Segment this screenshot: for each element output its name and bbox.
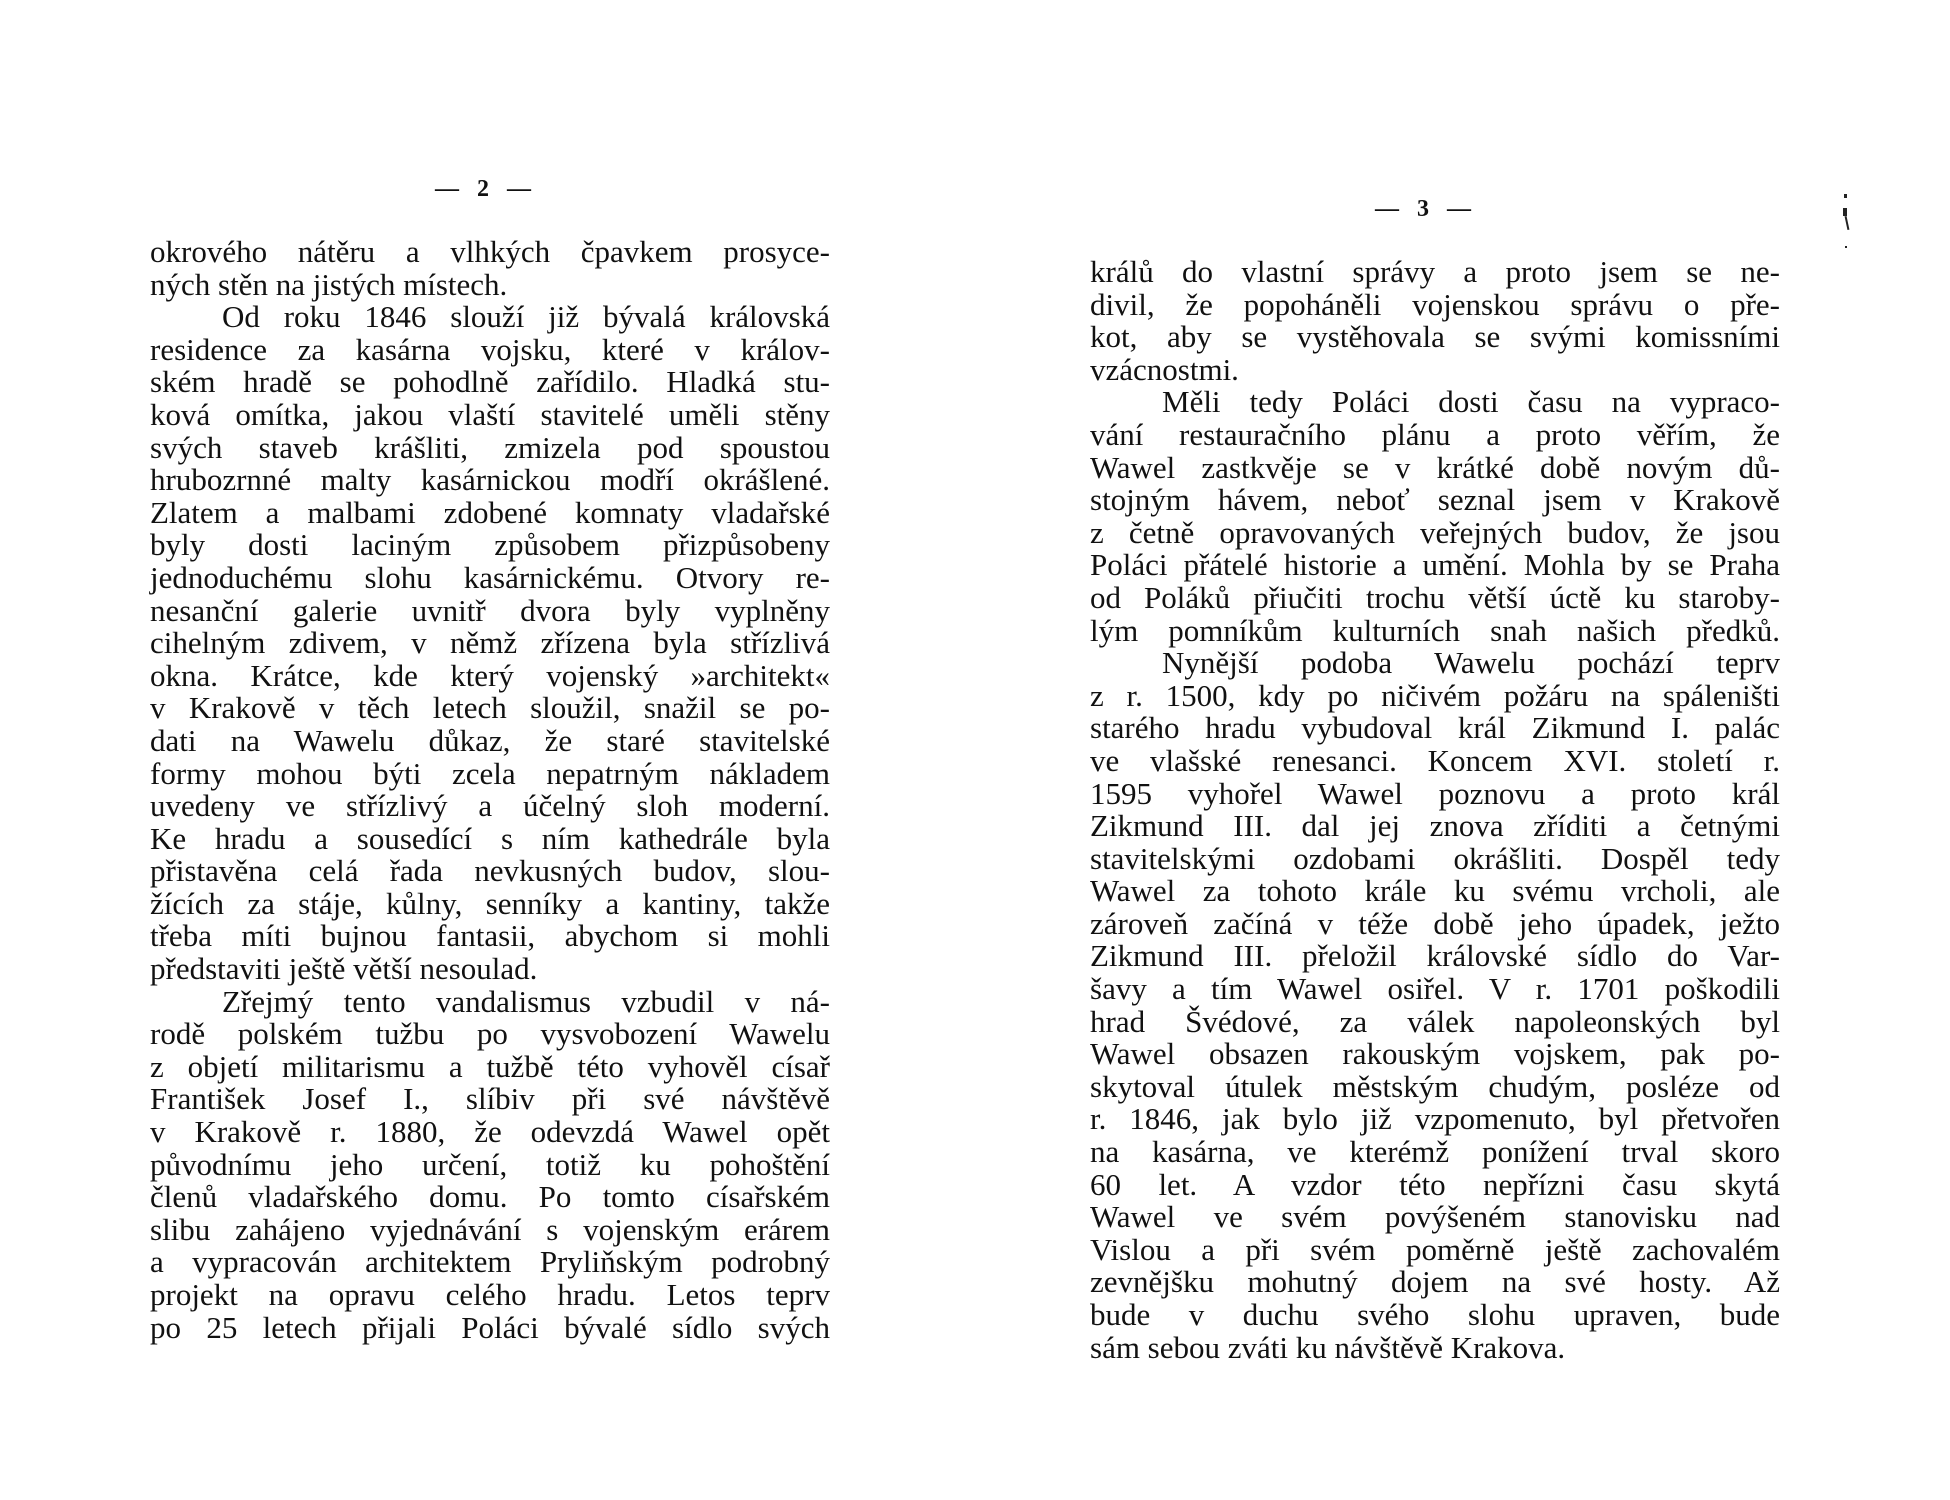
text-line: Vislou a při svém poměrně ještě zachovalém: [1090, 1231, 1780, 1267]
text-line: z četně opravovaných veřejných budov, že jsou: [1090, 514, 1780, 550]
text-line: hrad Švédové, za válek napoleonských byl: [1090, 1003, 1780, 1039]
text-line: vzácnostmi.: [1090, 351, 1239, 387]
scan-speck: [1844, 194, 1847, 198]
text-line: sám sebou zváti ku návštěvě Krakova.: [1090, 1329, 1566, 1365]
text-line: Měli tedy Poláci dosti času na vypraco-: [1162, 384, 1780, 420]
text-line: Wawel zastkvěje se v krátké době novým dů-: [1090, 449, 1780, 485]
left-page-text: [150, 236, 830, 1344]
margin-scan-marks: [1838, 168, 1852, 258]
text-line: v Krakově r. 1880, že odevzdá Wawel opět: [150, 1114, 830, 1150]
text-line: Wawel ve svém povýšeném stanovisku nad: [1090, 1199, 1780, 1235]
text-line: rodě polském tužbu po vysvobození Wawelu: [150, 1016, 830, 1052]
text-line: residence za kasárna vojsku, které v králov-: [150, 331, 830, 367]
text-line: jednoduchému slohu kasárnickému. Otvory re-: [150, 559, 830, 595]
scan-speck: [1845, 216, 1850, 230]
text-line: slibu zahájeno vyjednávání s vojenským erárem: [150, 1211, 830, 1247]
text-line: hrubozrnné malty kasárnickou modří okrášlené.: [150, 462, 830, 498]
text-line: okna. Krátce, kde který vojenský »architekt«: [150, 657, 830, 693]
text-line: svých staveb krášliti, zmizela pod spoustou: [150, 429, 830, 465]
text-line: přistavěna celá řada nevkusných budov, slou-: [150, 853, 830, 889]
text-line: po 25 letech přijali Poláci bývalé sídlo svých: [150, 1309, 830, 1345]
text-line: Zikmund III. přeložil královské sídlo do Var-: [1090, 938, 1780, 974]
text-line: králů do vlastní správy a proto jsem se ne-: [1090, 254, 1780, 289]
text-line: z objetí militarismu a tužbě této vyhověl císař: [150, 1048, 830, 1084]
right-page-text: [1090, 256, 1780, 1364]
text-line: skytoval útulek městským chudým, posléze od: [1090, 1068, 1780, 1104]
text-line: Zlatem a malbami zdobené komnaty vladařské: [150, 494, 830, 530]
text-line: ková omítka, jakou vlaští stavitelé uměli stěny: [150, 396, 830, 432]
page-number-right: — 3 —: [1375, 196, 1477, 222]
text-line: bude v duchu svého slohu upraven, bude: [1090, 1297, 1780, 1332]
text-line: v Krakově v těch letech sloužil, snažil se po-: [150, 690, 830, 726]
text-line: Ke hradu a sousedící s ním kathedrále byla: [150, 820, 830, 856]
text-line: Zikmund III. dal jej znova zříditi a četnými: [1090, 808, 1780, 844]
text-line: Nynější podoba Wawelu pochází teprv: [1162, 645, 1780, 681]
text-line: zevnějšku mohutný dojem na své hosty. Až: [1090, 1264, 1780, 1300]
text-line: kot, aby se vystěhovala se svými komissními: [1090, 319, 1780, 355]
text-line: nesanční galerie uvnitř dvora byly vyplněny: [150, 592, 830, 628]
text-line: žících za stáje, kůlny, senníky a kantiny, takže: [150, 885, 830, 921]
text-line: od Poláků přiučiti trochu větší úctě ku staroby-: [1090, 579, 1780, 615]
text-line: třeba míti bujnou fantasii, abychom si mohli: [150, 918, 830, 954]
text-line: lým pomníkům kulturních snah našich předků.: [1090, 612, 1780, 648]
text-line: vání restauračního plánu a proto věřím, že: [1090, 416, 1780, 452]
text-line: zároveň začíná v téže době jeho úpadek, ježto: [1090, 905, 1780, 941]
text-line: Od roku 1846 slouží již bývalá královská: [222, 299, 830, 335]
text-line: 60 let. A vzdor této nepřízni času skytá: [1090, 1166, 1780, 1202]
text-line: projekt na opravu celého hradu. Letos teprv: [150, 1277, 830, 1312]
text-line: z r. 1500, kdy po ničivém požáru na spáleništi: [1090, 677, 1780, 713]
text-line: stojným hávem, neboť seznal jsem v Krakově: [1090, 482, 1780, 518]
text-line: starého hradu vybudoval král Zikmund I. palác: [1090, 710, 1780, 746]
text-line: ve vlašské renesanci. Koncem XVI. století r.: [1090, 742, 1780, 778]
text-line: Zřejmý tento vandalismus vzbudil v ná-: [222, 983, 830, 1019]
text-line: původnímu jeho určení, totiž ku pohoštění: [150, 1146, 830, 1182]
text-line: divil, že popoháněli vojenskou správu o pře-: [1090, 286, 1780, 322]
text-line: členů vladařského domu. Po tomto císařském: [150, 1179, 830, 1215]
text-line: okrového nátěru a vlhkých čpavkem prosyce-: [150, 234, 830, 269]
text-line: r. 1846, jak bylo již vzpomenuto, byl přetvořen: [1090, 1101, 1780, 1137]
text-line: a vypracován architektem Pryliňským podrobný: [150, 1244, 830, 1280]
text-line: František Josef I., slíbiv při své návštěvě: [150, 1081, 830, 1117]
text-line: formy mohou býti zcela nepatrným nákladem: [150, 755, 830, 791]
text-line: na kasárna, ve kterémž ponížení trval skoro: [1090, 1134, 1780, 1170]
text-line: stavitelskými ozdobami okrášliti. Dospěl tedy: [1090, 840, 1780, 876]
text-line: cihelným zdivem, v němž zřízena byla střízlivá: [150, 625, 830, 661]
text-line: šavy a tím Wawel osiřel. V r. 1701 poškodili: [1090, 971, 1780, 1007]
page-number-left: — 2 —: [435, 176, 537, 202]
text-line: ných stěn na jistých místech.: [150, 266, 508, 302]
text-line: ském hradě se pohodlně zařídilo. Hladká stu-: [150, 364, 830, 400]
text-line: Wawel obsazen rakouským vojskem, pak po-: [1090, 1036, 1780, 1072]
text-line: dati na Wawelu důkaz, že staré stavitelské: [150, 722, 830, 758]
scan-speck: [1845, 246, 1847, 248]
text-line: uvedeny ve střízlivý a účelný sloh moderní.: [150, 788, 830, 824]
text-line: byly dosti laciným způsobem přizpůsobeny: [150, 527, 830, 563]
text-line: 1595 vyhořel Wawel poznovu a proto král: [1090, 775, 1780, 811]
text-line: Wawel za tohoto krále ku svému vrcholi, ale: [1090, 873, 1780, 909]
text-line: Poláci přátelé historie a umění. Mohla by se Praha: [1090, 547, 1780, 583]
text-line: představiti ještě větší nesoulad.: [150, 951, 538, 987]
